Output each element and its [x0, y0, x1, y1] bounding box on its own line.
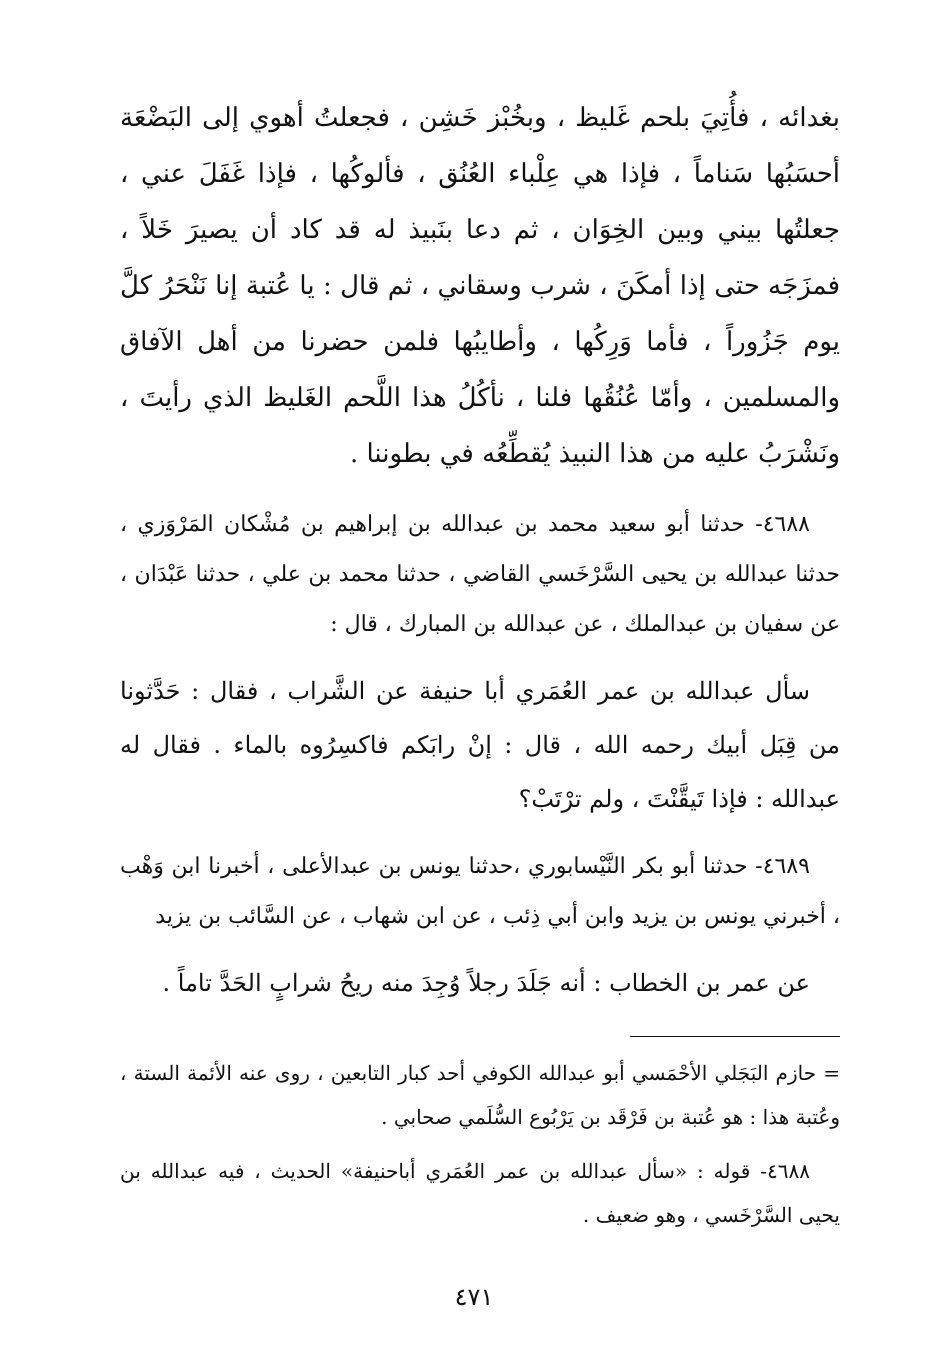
- hadith-4689: [120, 842, 840, 1010]
- hadith-isnad: ٤٦٨٩- حدثنا أبو بكر النَّيْسابوري ،حدثنا يونس بن عبدالأعلى ، أخبرنا ابن وَهْب ، أخبرني يونس بن يزيد وابن أبي ذِئب ، عن ابن شهاب ، عن السَّائب بن يزيد: [120, 854, 840, 929]
- footnote-separator: [630, 1036, 840, 1037]
- page-body: [120, 90, 840, 1247]
- page-number: ٤٧١: [454, 1283, 494, 1311]
- hadith-matn: سأل عبدالله بن عمر العُمَري أبا حنيفة عن الشَّراب ، فقال : حَدَّثونا من قِبَل أبيك رحمه الله ، قال : إنْ رابَكم فاكسِرُوه بالماء . فقال له عبدالله : فإذا تَيقَّنْتَ ، ولم ترْتَبْ؟: [120, 677, 840, 813]
- hadith-matn: عن عمر بن الخطاب : أنه جَلَدَ رجلاً وُجِدَ منه ريحُ شرابٍ الحَدَّ تاماً .: [162, 969, 810, 997]
- footnote-continuation: = حازم البَجَلي الأحْمَسي أبو عبدالله الكوفي أحد كبار التابعين ، روى عنه الأئمة الستة ، وعُتبة هذا : هو عُتبة بن فَرْقَد بن يَرْبُوع السُّلَمي صحابي .: [120, 1061, 840, 1129]
- hadith-isnad: ٤٦٨٨- حدثنا أبو سعيد محمد بن عبدالله بن إبراهيم بن مُشْكان المَرْوَزي ، حدثنا عبدالله بن يحيى السَّرْخَسي القاضي ، حدثنا محمد بن علي ، حدثنا عَبْدَان ، عن سفيان بن عبدالملك ، عن عبدالله بن المبارك ، قال :: [120, 512, 840, 637]
- hadith-4688: [120, 500, 840, 826]
- main-paragraph: بغدائه ، فأُتِيَ بلحم غَليظ ، وبخُبْز خَشِن ، فجعلتُ أهوي إلى البَضْعَة أحسَبُها سَناماً ، فإذا هي عِلْباء العُنُق ، فألوكُها ، فإذا غَفَلَ عني ، جعلتُها بيني وبين الخِوَان ، ثم دعا بنَبيذ له قد كاد أن يصيرَ خَلاً ، فمزَجَه حتى إذا أمكَنَ ، شرب وسقاني ، ثم قال : يا عُتبة إنا نَنْحَرُ كلَّ يوم جَزُوراً ، فأما وَرِكُها ، وأطايبُها فلمن حضرنا من أهل الآفاق والمسلمين ، وأمّا عُنُقُها فلنا ، نأكُلُ هذا اللَّحم الغَليظ الذي رأيتَ ، ونَشْرَبُ عليه من هذا النبيذ يُقطِّعُه في بطوننا .: [120, 103, 840, 469]
- footnote-4688: ٤٦٨٨- قوله : «سأل عبدالله بن عمر العُمَري أباحنيفة» الحديث ، فيه عبدالله بن يحيى السَّرْخَسي ، وهو ضعيف .: [120, 1159, 840, 1227]
- footnotes: [120, 1051, 840, 1237]
